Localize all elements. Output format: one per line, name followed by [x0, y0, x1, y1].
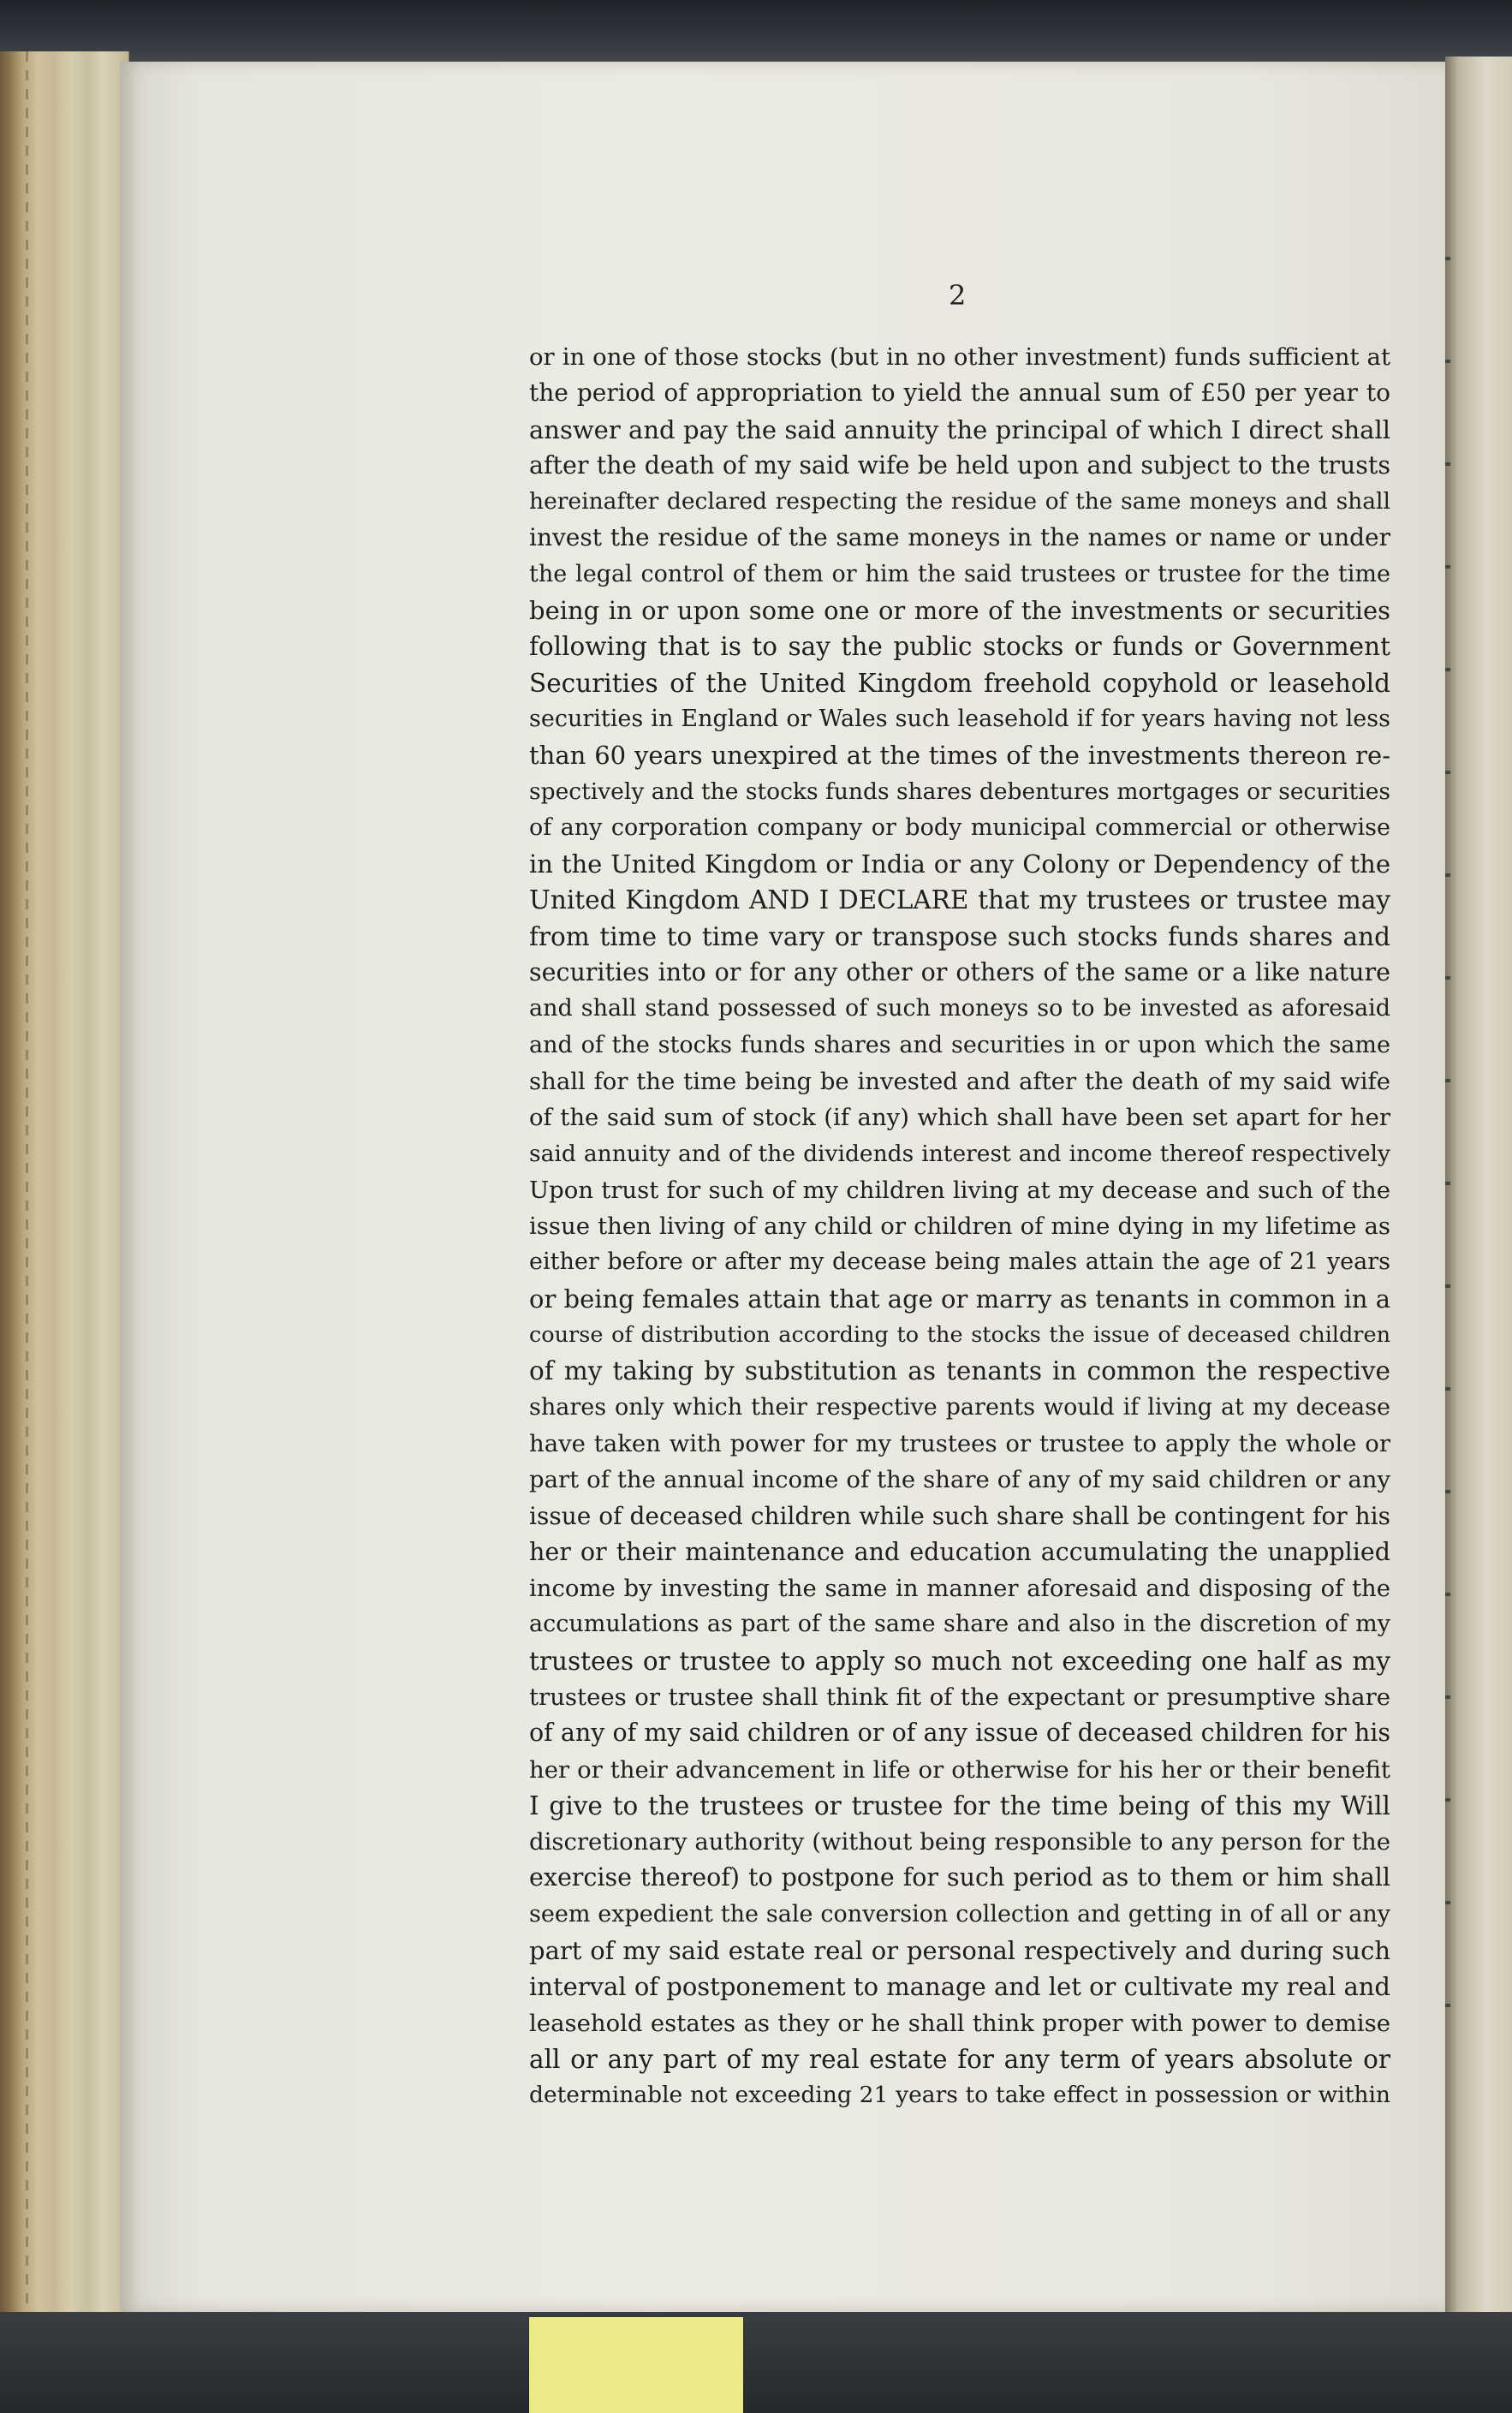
- text-line: exercise thereof) to postpone for such period as to them or him shall: [529, 1863, 1390, 1892]
- text-line: trustees or trustee to apply so much not exceeding one half as my: [529, 1646, 1390, 1676]
- text-line: securities in England or Wales such leasehold if for years having not less: [529, 705, 1390, 732]
- text-line: of any of my said children or of any issue of deceased children for his: [529, 1719, 1390, 1748]
- text-line: or in one of those stocks (but in no other investment) funds sufficient at: [529, 343, 1390, 371]
- text-line: or being females attain that age or marry as tenants in common in a: [529, 1284, 1390, 1314]
- text-line: either before or after my decease being males attain the age of 21 years: [529, 1248, 1390, 1276]
- text-line: than 60 years unexpired at the times of the investments thereon re-: [529, 741, 1390, 771]
- text-line: following that is to say the public stocks or funds or Government: [529, 632, 1390, 662]
- text-line: part of my said estate real or personal respectively and during such: [529, 1936, 1390, 1966]
- text-line: answer and pay the said annuity the principal of which I direct shall: [529, 414, 1390, 444]
- text-line: have taken with power for my trustees or trustee to apply the whole or: [529, 1429, 1390, 1457]
- next-page-edge: [1445, 57, 1512, 2317]
- body-text: [529, 339, 1390, 2114]
- book-binding-bottom: [0, 2312, 1512, 2413]
- text-line: trustees or trustee shall think fit of the expectant or presumptive share: [529, 1683, 1390, 1711]
- text-line: and shall stand possessed of such moneys so to be invested as aforesaid: [529, 995, 1390, 1022]
- text-line: of my taking by substitution as tenants in common the respective: [529, 1356, 1390, 1386]
- text-line: in the United Kingdom or India or any Colony or Dependency of the: [529, 849, 1390, 879]
- text-line: Securities of the United Kingdom freehold copyhold or leasehold: [529, 668, 1390, 698]
- text-line: issue then living of any child or children of mine dying in my lifetime as: [529, 1212, 1390, 1241]
- text-line: accumulations as part of the same share and also in the discretion of my: [529, 1611, 1390, 1638]
- text-line: all or any part of my real estate for any term of years absolute or: [529, 2044, 1390, 2074]
- text-line: being in or upon some one or more of the investments or securities: [529, 596, 1390, 626]
- bookmark-tab: [529, 2317, 743, 2413]
- text-line: from time to time vary or transpose such stocks funds shares and: [529, 921, 1390, 951]
- text-line: invest the residue of the same moneys in the names or name or under: [529, 523, 1390, 552]
- text-line: issue of deceased children while such share shall be contingent for his: [529, 1501, 1390, 1530]
- text-line: said annuity and of the dividends interest and income thereof respectively: [529, 1140, 1390, 1167]
- text-line: determinable not exceeding 21 years to take effect in possession or within: [529, 2082, 1390, 2109]
- text-line: the legal control of them or him the said trustees or trustee for the time: [529, 560, 1390, 587]
- text-line: course of distribution according to the stocks the issue of deceased children: [529, 1322, 1390, 1349]
- text-line: after the death of my said wife be held upon and subject to the trusts: [529, 450, 1390, 480]
- text-line: leasehold estates as they or he shall think proper with power to demise: [529, 2009, 1390, 2037]
- text-line: part of the annual income of the share of any of my said children or any: [529, 1466, 1390, 1494]
- text-line: spectively and the stocks funds shares debentures mortgages or securities: [529, 778, 1390, 805]
- text-line: her or their advancement in life or otherwise for his her or their benefit: [529, 1755, 1390, 1784]
- text-line: seem expedient the sale conversion collection and getting in of all or any: [529, 1900, 1390, 1927]
- text-line: securities into or for any other or others of the same or a like nature: [529, 958, 1390, 987]
- text-line: I give to the trustees or trustee for the time being of this my Will: [529, 1790, 1390, 1820]
- text-line: and of the stocks funds shares and securities in or upon which the same: [529, 1031, 1390, 1058]
- text-line: of the said sum of stock (if any) which shall have been set apart for her: [529, 1104, 1390, 1132]
- text-line: of any corporation company or body municipal commercial or otherwise: [529, 813, 1390, 841]
- text-line: the period of appropriation to yield the annual sum of £50 per year to: [529, 378, 1390, 408]
- text-line: her or their maintenance and education accumulating the unapplied: [529, 1537, 1390, 1566]
- text-line: interval of postponement to manage and let or cultivate my real and: [529, 1972, 1390, 2002]
- page-number: 2: [949, 279, 967, 312]
- text-line: Upon trust for such of my children living at my decease and such of the: [529, 1176, 1390, 1204]
- previous-page-edges: [0, 51, 129, 2329]
- text-line: shares only which their respective parents would if living at my decease: [529, 1393, 1390, 1421]
- text-line: shall for the time being be invested and after the death of my said wife: [529, 1067, 1390, 1095]
- text-line: United Kingdom AND I DECLARE that my trustees or trustee may: [529, 885, 1390, 915]
- text-line: discretionary authority (without being responsible to any person for the: [529, 1828, 1390, 1856]
- text-line: hereinafter declared respecting the residue of the same moneys and shall: [529, 488, 1390, 515]
- text-line: income by investing the same in manner aforesaid and disposing of the: [529, 1575, 1390, 1603]
